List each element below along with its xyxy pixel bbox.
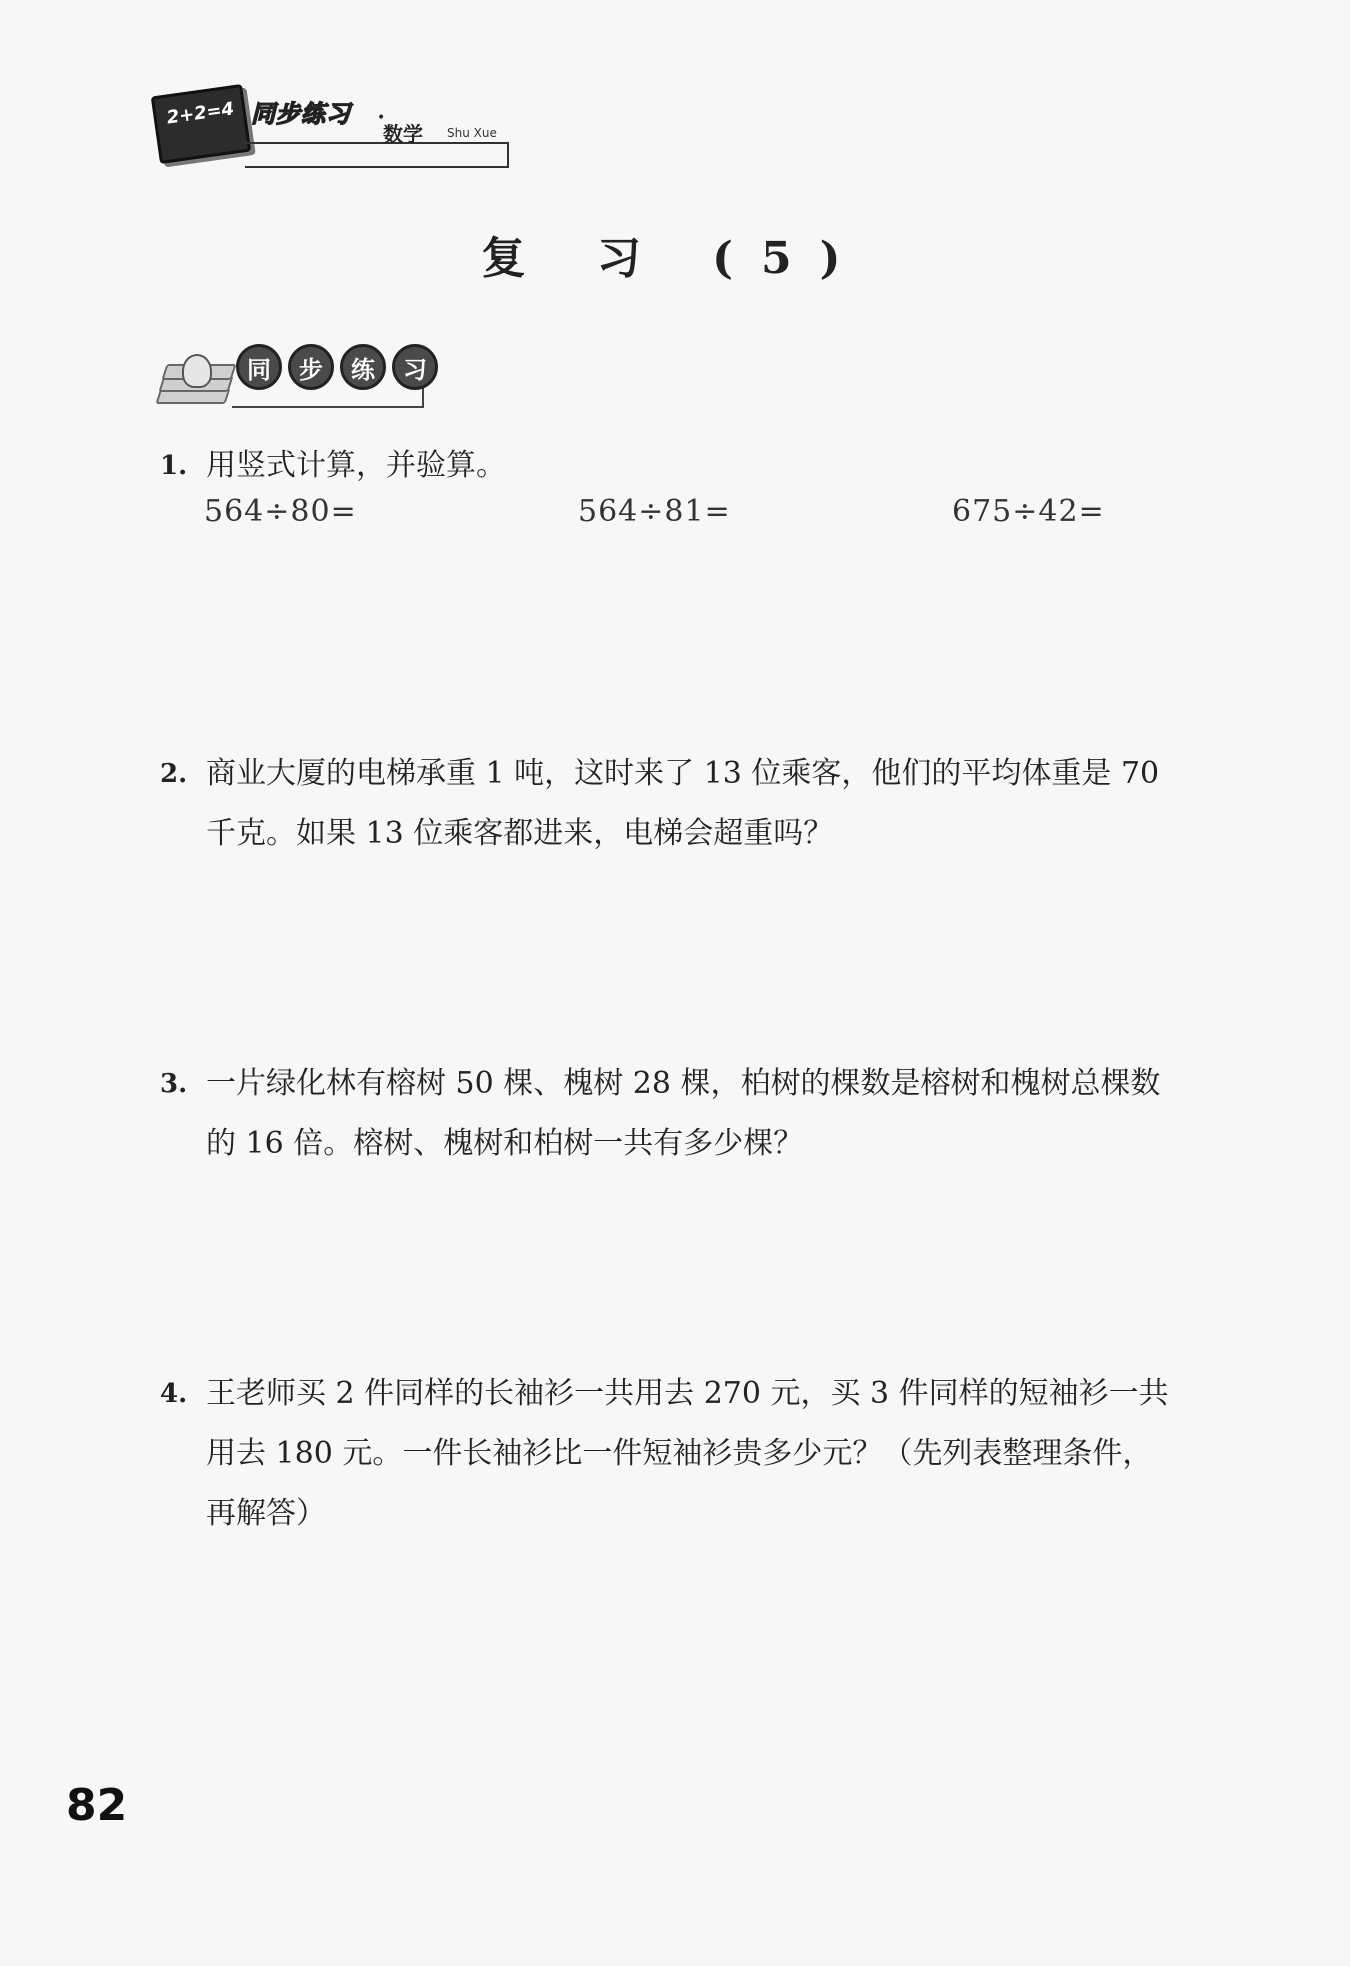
calculation-item: 564÷80= (204, 494, 357, 529)
page-title: 复 习 (5) (481, 233, 869, 284)
section-badge-char: 练 (340, 344, 386, 390)
question-number: 2. (160, 759, 188, 789)
section-badge-row (236, 344, 438, 390)
section-badge-char: 步 (288, 344, 334, 390)
question-number: 4. (160, 1379, 188, 1409)
header-dot: • (377, 110, 386, 126)
subject-pinyin: Shu Xue (447, 126, 497, 140)
calculation-item: 675÷42= (952, 494, 1105, 529)
chalkboard-text: 2+2=4 (165, 98, 236, 129)
question-number: 1. (160, 451, 188, 481)
question-text: 商业大厦的电梯承重 1 吨，这时来了 13 位乘客，他们的平均体重是 70 千克。如果 13 位乘客都进来，电梯会超重吗？ (206, 756, 1160, 851)
section-badge-char: 同 (236, 344, 282, 390)
chalkboard-icon (151, 84, 252, 164)
subject-label: 数学 (383, 122, 423, 146)
header-underline (245, 142, 509, 168)
page-number: 82 (66, 1780, 128, 1831)
books-icon (158, 360, 228, 404)
section-badge (158, 330, 430, 412)
question-text: 用竖式计算，并验算。 (206, 448, 506, 483)
question-text: 一片绿化林有榕树 50 棵、槐树 28 棵，柏树的棵数是榕树和槐树总棵数 的 16 倍。榕树、槐树和柏树一共有多少棵？ (206, 1066, 1161, 1161)
calculation-item: 564÷81= (578, 494, 731, 529)
section-badge-char: 习 (392, 344, 438, 390)
question-text: 王老师买 2 件同样的长袖衫一共用去 270 元，买 3 件同样的短袖衫一共 用去 180 元。一件长袖衫比一件短袖衫贵多少元？（先列表整理条件， 再解答） (206, 1376, 1169, 1531)
series-title: 同步练习 (251, 100, 351, 128)
series-logo (155, 72, 515, 168)
lamp-icon (182, 354, 212, 388)
question-number: 3. (160, 1069, 188, 1099)
